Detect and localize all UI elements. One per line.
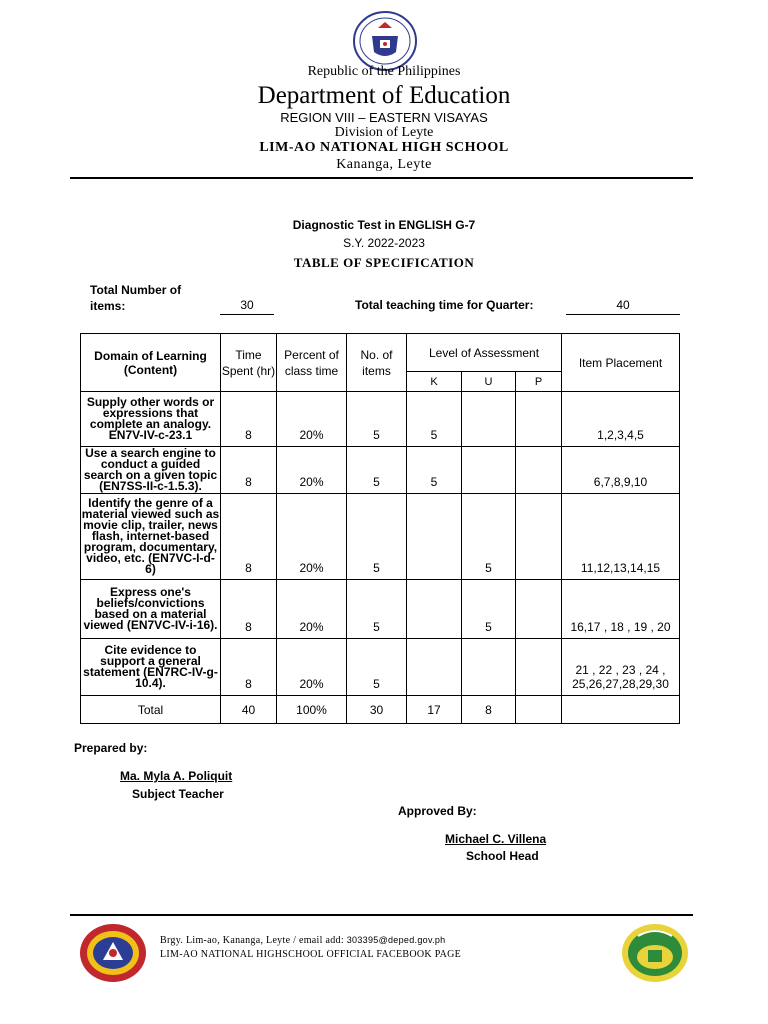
row-u <box>462 392 516 447</box>
row-items: 5 <box>347 494 407 580</box>
preparer-title: Subject Teacher <box>132 787 224 801</box>
footer-address-text: Brgy. Lim-ao, Kananga, Leyte / email add: <box>160 935 344 946</box>
row-items: 5 <box>347 447 407 494</box>
test-title: Diagnostic Test in ENGLISH G-7 <box>292 218 476 232</box>
row-k: 5 <box>407 392 462 447</box>
row-items: 5 <box>347 639 407 696</box>
row-items: 5 <box>347 580 407 639</box>
row-placement: 1,2,3,4,5 <box>562 392 680 447</box>
total-label: Total <box>81 696 221 724</box>
row-percent: 20% <box>277 494 347 580</box>
row-p <box>516 494 562 580</box>
header-u: U <box>462 372 516 392</box>
footer-address <box>160 935 445 946</box>
total-percent: 100% <box>277 696 347 724</box>
row-placement: 11,12,13,14,15 <box>562 494 680 580</box>
row-k <box>407 580 462 639</box>
header-domain: Domain of Learning (Content) <box>81 334 221 392</box>
footer-email[interactable]: 303395@deped.gov.ph <box>346 935 446 945</box>
row-time: 8 <box>221 639 277 696</box>
row-percent: 20% <box>277 447 347 494</box>
specification-table <box>80 333 680 724</box>
approver-name: Michael C. Villena <box>445 832 547 846</box>
row-u <box>462 447 516 494</box>
header-divider <box>70 177 693 179</box>
steamed-logo <box>620 922 690 984</box>
school-location: Kananga, Leyte <box>336 157 432 172</box>
total-time: 40 <box>221 696 277 724</box>
prepared-label: Prepared by: <box>74 741 148 755</box>
table-title: TABLE OF SPECIFICATION <box>293 255 475 270</box>
total-placement <box>562 696 680 724</box>
approver-title: School Head <box>466 849 539 863</box>
row-time: 8 <box>221 392 277 447</box>
row-percent: 20% <box>277 392 347 447</box>
table-row <box>81 639 680 696</box>
deped-seal <box>352 10 418 72</box>
total-row <box>81 696 680 724</box>
row-p <box>516 447 562 494</box>
row-u: 5 <box>462 580 516 639</box>
row-percent: 20% <box>277 639 347 696</box>
row-k: 5 <box>407 447 462 494</box>
total-u: 8 <box>462 696 516 724</box>
footer-facebook: LIM-AO NATIONAL HIGHSCHOOL OFFICIAL FACEBOOK PAGE <box>160 949 462 960</box>
republic-line: Republic of the Philippines <box>307 64 461 79</box>
department-title: Department of Education <box>257 82 511 109</box>
row-domain: Identify the genre of a material viewed such as movie clip, trailer, news flash, internet-based program, documentary, video, etc. (EN7VC-I-d-6) <box>81 494 221 580</box>
items-label-line2: items: <box>90 299 126 313</box>
row-domain: Use a search engine to conduct a guided search on a given topic (EN7SS-II-c-1.5.3). <box>81 447 221 494</box>
row-p <box>516 639 562 696</box>
row-placement: 16,17 , 18 , 19 , 20 <box>562 580 680 639</box>
school-year: S.Y. 2022-2023 <box>343 236 425 250</box>
items-label-line1: Total Number of <box>90 283 182 297</box>
preparer-name: Ma. Myla A. Poliquit <box>120 769 233 783</box>
total-items: 30 <box>347 696 407 724</box>
table-row <box>81 494 680 580</box>
row-placement: 21 , 22 , 23 , 24 , 25,26,27,28,29,30 <box>562 639 680 696</box>
row-items: 5 <box>347 392 407 447</box>
header-k: K <box>407 372 462 392</box>
school-logo <box>78 922 148 984</box>
approved-label: Approved By: <box>398 804 477 818</box>
header-percent: Percent of class time <box>277 334 347 392</box>
header-placement: Item Placement <box>562 334 680 392</box>
row-k <box>407 494 462 580</box>
items-label <box>90 282 181 314</box>
row-placement: 6,7,8,9,10 <box>562 447 680 494</box>
row-u <box>462 639 516 696</box>
time-value: 40 <box>566 298 680 315</box>
table-row <box>81 580 680 639</box>
header-level: Level of Assessment <box>407 334 562 372</box>
total-p <box>516 696 562 724</box>
row-k <box>407 639 462 696</box>
school-name: LIM-AO NATIONAL HIGH SCHOOL <box>259 140 509 155</box>
total-k: 17 <box>407 696 462 724</box>
header-p: P <box>516 372 562 392</box>
row-domain: Express one's beliefs/convictions based on a material viewed (EN7VC-IV-i-16). <box>81 580 221 639</box>
row-time: 8 <box>221 580 277 639</box>
row-time: 8 <box>221 447 277 494</box>
row-p <box>516 392 562 447</box>
row-domain: Cite evidence to support a general statement (EN7RC-IV-g-10.4). <box>81 639 221 696</box>
table-row <box>81 447 680 494</box>
row-u: 5 <box>462 494 516 580</box>
row-time: 8 <box>221 494 277 580</box>
row-domain: Supply other words or expressions that complete an analogy. EN7V-IV-c-23.1 <box>81 392 221 447</box>
region-line: REGION VIII – EASTERN VISAYAS <box>280 110 488 125</box>
footer-divider <box>70 914 693 916</box>
row-p <box>516 580 562 639</box>
header-items: No. of items <box>347 334 407 392</box>
table-row <box>81 392 680 447</box>
header-time: Time Spent (hr) <box>221 334 277 392</box>
time-label: Total teaching time for Quarter: <box>355 298 534 312</box>
items-value: 30 <box>220 298 274 315</box>
division-line: Division of Leyte <box>334 125 434 140</box>
row-percent: 20% <box>277 580 347 639</box>
